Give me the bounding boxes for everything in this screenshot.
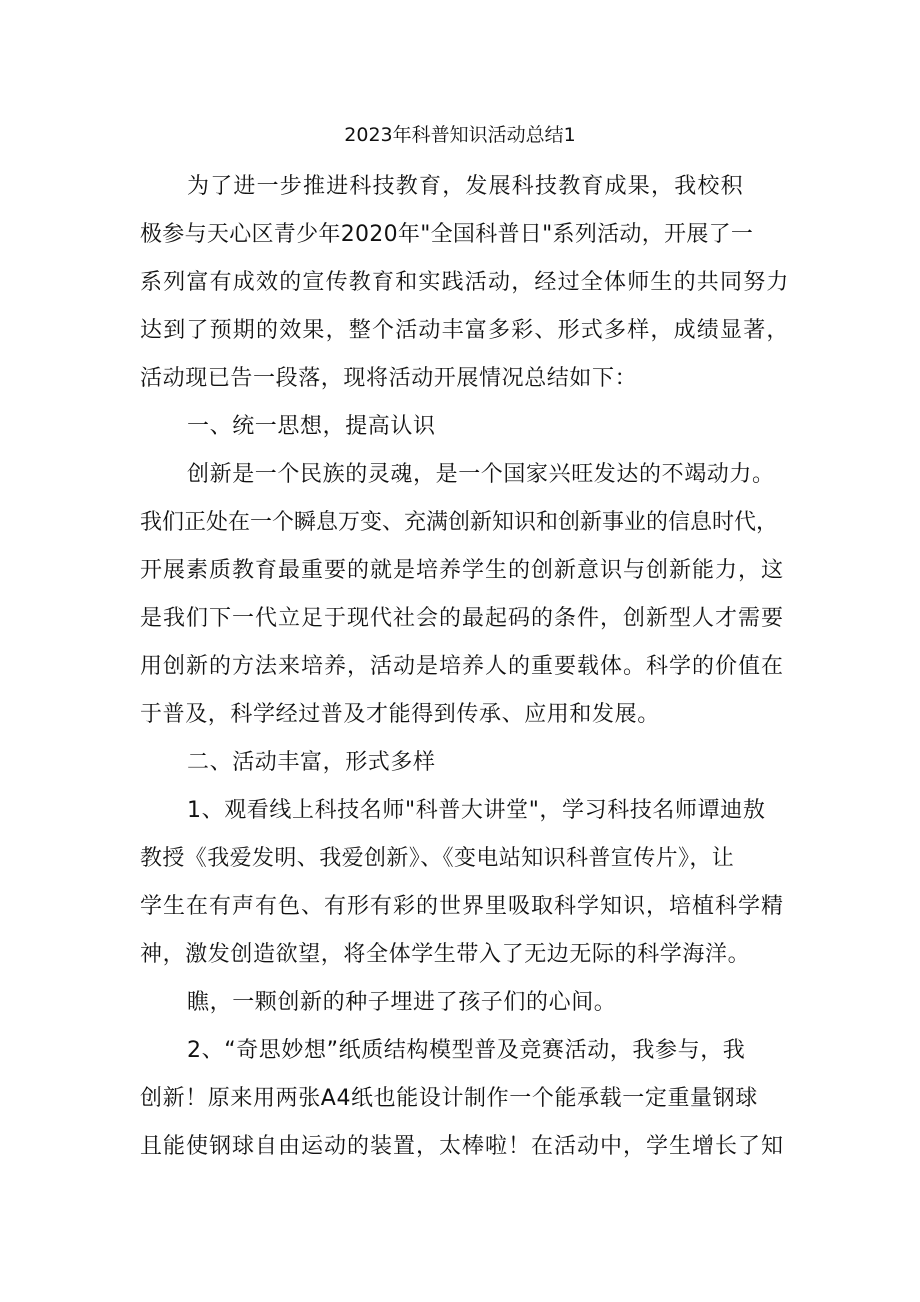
paragraph-line: 用创新的方法来培养，活动是培养人的重要载体。科学的价值在 (140, 654, 785, 679)
paragraph-line: 系列富有成效的宣传教育和实践活动，经过全体师生的共同努力 (140, 270, 790, 295)
paragraph-line: 创新！原来用两张A4纸也能设计制作一个能承载一定重量钢球 (140, 1086, 758, 1111)
paragraph-line: 且能使钢球自由运动的装置，太棒啦！在活动中，学生增长了知 (140, 1134, 785, 1159)
paragraph-line: 2、“奇思妙想”纸质结构模型普及竞赛活动，我参与，我 (187, 1038, 746, 1063)
paragraph-line: 开展素质教育最重要的就是培养学生的创新意识与创新能力，这 (140, 558, 785, 583)
document-title: 2023年科普知识活动总结1 (344, 124, 576, 146)
paragraph-line: 1、观看线上科技名师"科普大讲堂"，学习科技名师谭迪敖 (187, 798, 766, 823)
section-heading: 一、统一思想，提高认识 (187, 414, 436, 439)
paragraph-line: 教授《我爱发明、我爱创新》、《变电站知识科普宣传片》，让 (140, 846, 735, 871)
paragraph-line: 神，激发创造欲望，将全体学生带入了无边无际的科学海洋。 (140, 942, 751, 967)
paragraph-line: 达到了预期的效果，整个活动丰富多彩、形式多样，成绩显著， (140, 318, 790, 343)
paragraph-line: 学生在有声有色、有形有彩的世界里吸取科学知识，培植科学精 (140, 894, 785, 919)
paragraph-line: 瞧，一颗创新的种子埋进了孩子们的心间。 (187, 990, 617, 1015)
paragraph-line: 于普及，科学经过普及才能得到传承、应用和发展。 (140, 702, 660, 727)
paragraph-line: 创新是一个民族的灵魂，是一个国家兴旺发达的不竭动力。 (187, 462, 775, 487)
paragraph-line: 是我们下一代立足于现代社会的最起码的条件，创新型人才需要 (140, 606, 785, 631)
paragraph-line: 我们正处在一个瞬息万变、充满创新知识和创新事业的信息时代， (140, 510, 779, 535)
paragraph-line: 活动现已告一段落，现将活动开展情况总结如下： (140, 366, 638, 391)
paragraph-line: 极参与天心区青少年2020年"全国科普日"系列活动，开展了一 (140, 222, 754, 247)
section-heading: 二、活动丰富，形式多样 (187, 750, 436, 775)
paragraph-line: 为了进一步推进科技教育，发展科技教育成果，我校积 (187, 174, 744, 199)
